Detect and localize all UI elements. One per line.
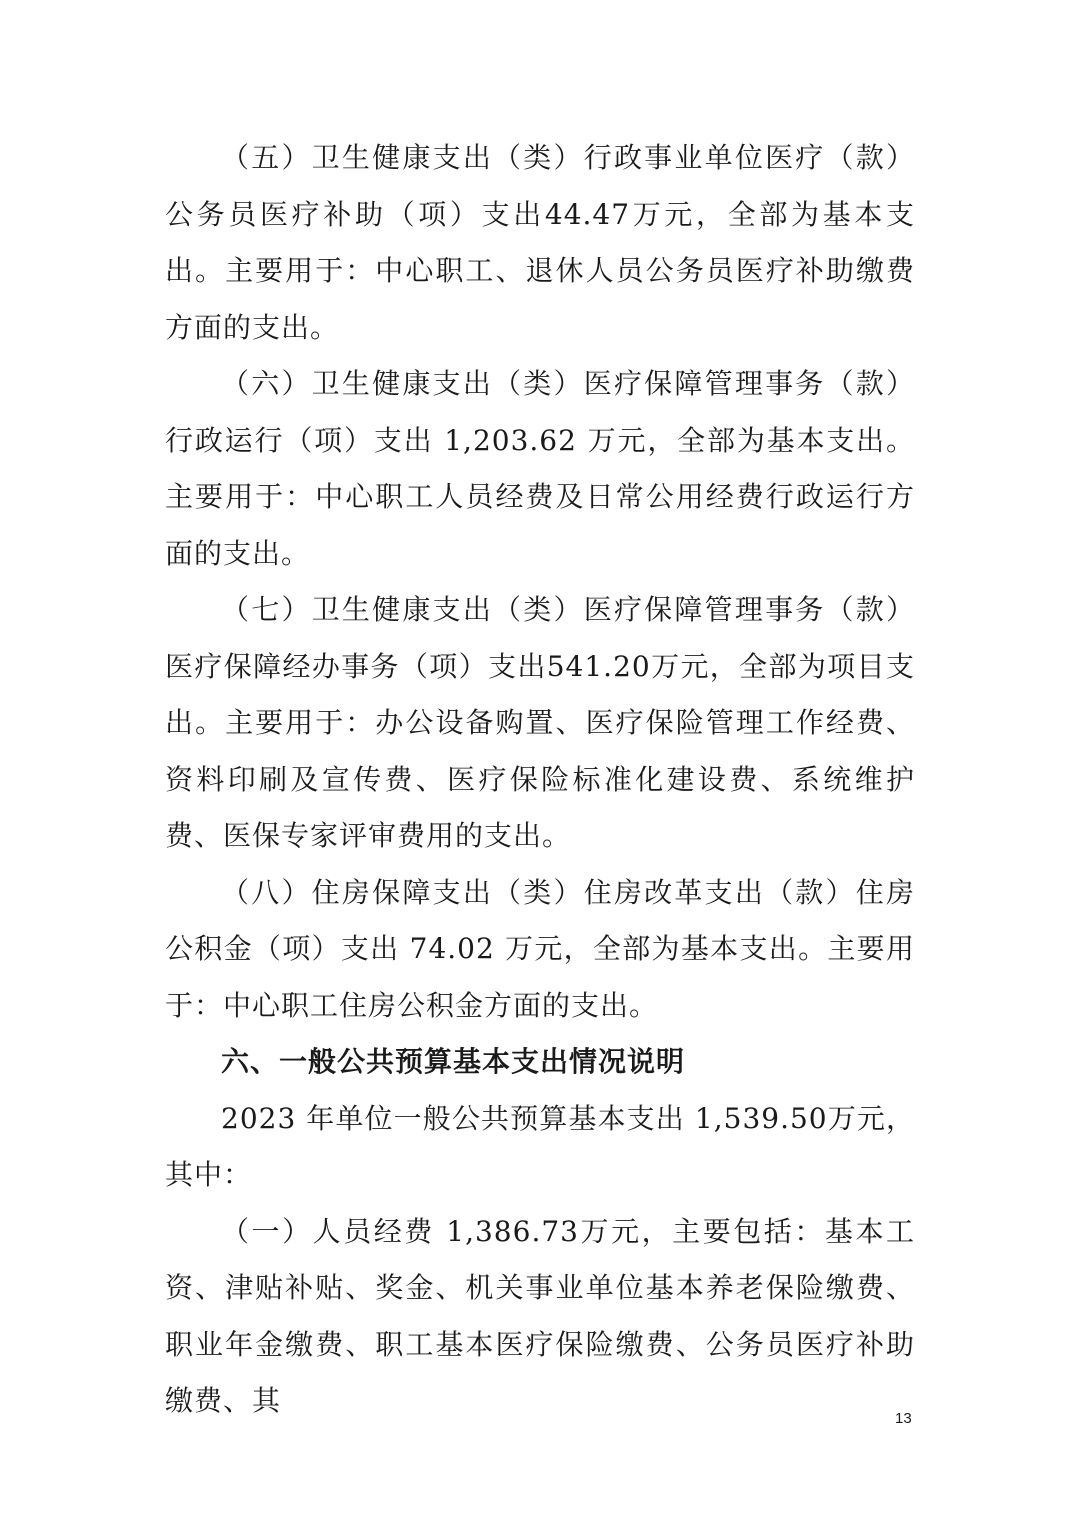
paragraph-housing-fund: （八）住房保障支出（类）住房改革支出（款）住房公积金（项）支出 74.02 万元，全部为基本支出。主要用于：中心职工住房公积金方面的支出。 <box>165 875 915 1022</box>
page-number: 13 <box>895 1410 912 1427</box>
section-heading: 六、一般公共预算基本支出情况说明 <box>221 1045 686 1078</box>
paragraph-medical-handling-affairs: （七）卫生健康支出（类）医疗保障管理事务（款）医疗保障经办事务（项）支出541.20万元，全部为项目支出。主要用于：办公设备购置、医疗保险管理工作经费、资料印刷及宣传费、医疗保险标准化建设费、系统维护费、医保专家评审费用的支出。 <box>165 593 915 852</box>
paragraph-personnel-expenses: （一）人员经费 1,386.73万元，主要包括：基本工资、津贴补贴、奖金、机关事业单位基本养老保险缴费、职业年金缴费、职工基本医疗保险缴费、公务员医疗补助缴费、其 <box>165 1214 915 1417</box>
paragraph-basic-expenditure-total: 2023 年单位一般公共预算基本支出 1,539.50万元，其中： <box>165 1101 915 1191</box>
document-body <box>165 130 915 1430</box>
paragraph-administrative-operation: （六）卫生健康支出（类）医疗保障管理事务（款）行政运行（项）支出 1,203.62 万元，全部为基本支出。主要用于：中心职工人员经费及日常公用经费行政运行方面的支出。 <box>165 367 915 570</box>
paragraph-medical-subsidy: （五）卫生健康支出（类）行政事业单位医疗（款）公务员医疗补助（项）支出44.47万元，全部为基本支出。主要用于：中心职工、退休人员公务员医疗补助缴费方面的支出。 <box>165 141 915 344</box>
